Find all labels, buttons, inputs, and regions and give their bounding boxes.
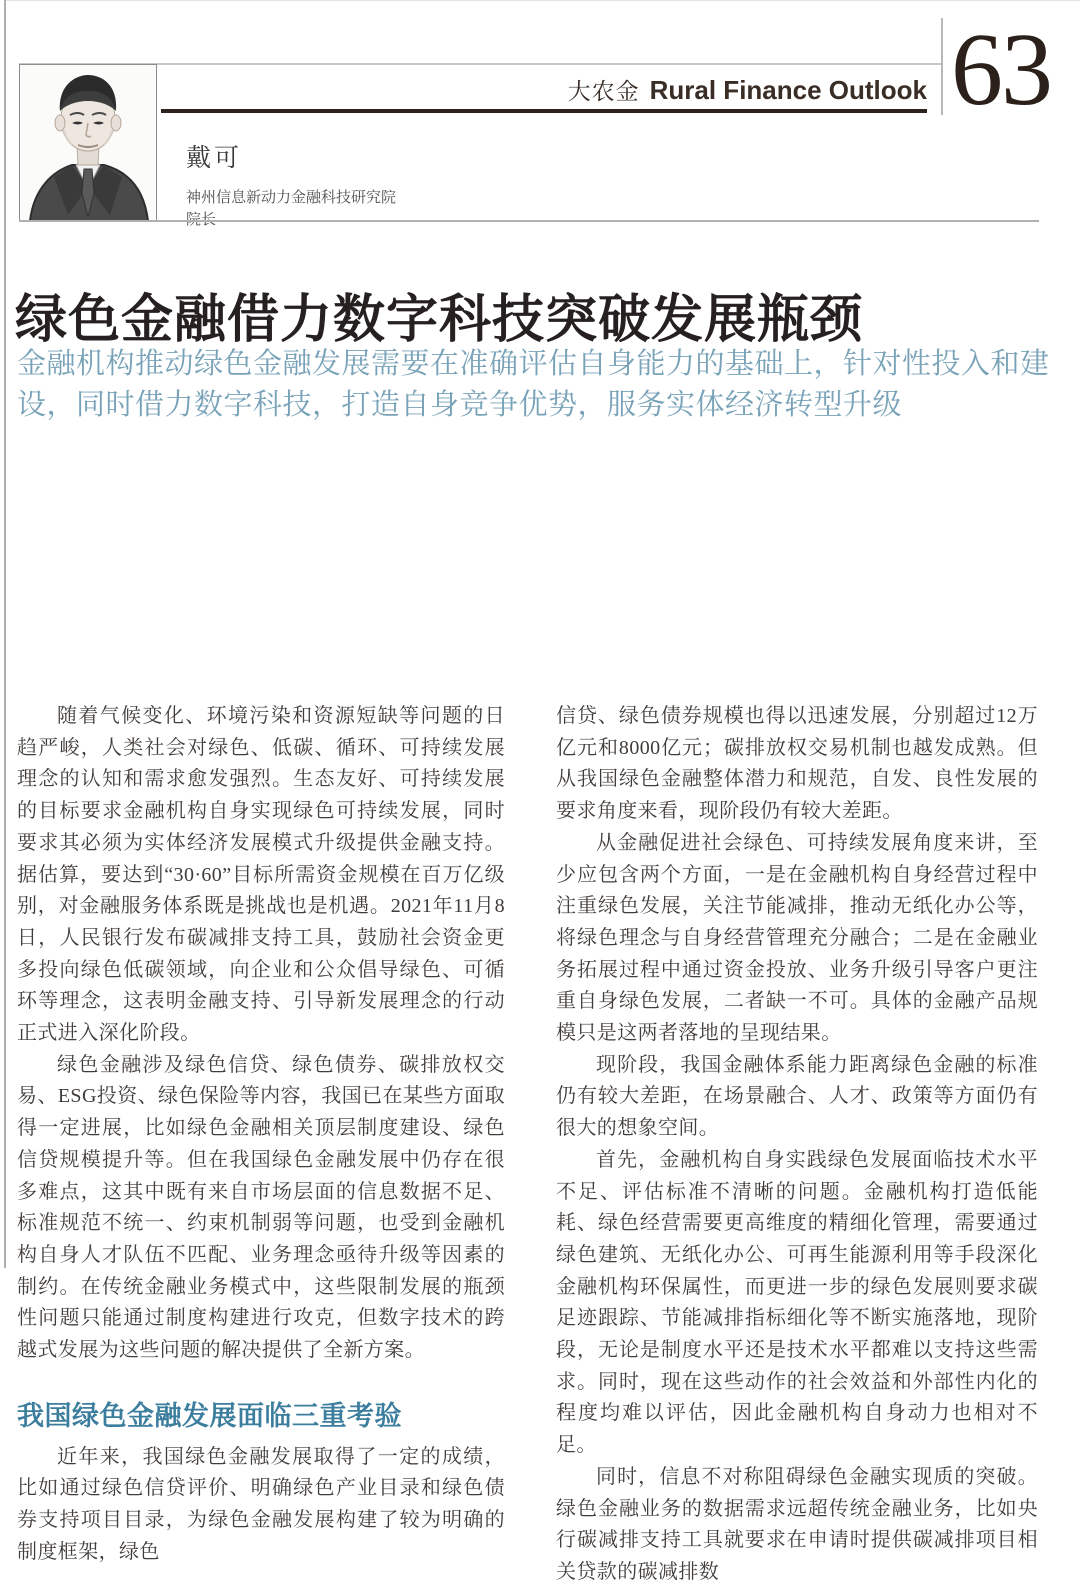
body-paragraph: 信贷、绿色债券规模也得以迅速发展，分别超过12万亿元和8000亿元；碳排放权交易机制也越发成熟。但从我国绿色金融整体潜力和规范，自发、良性发展的要求角度来看，现阶段仍有较大差距。 <box>556 705 1038 823</box>
page-left-edge <box>4 0 6 1268</box>
page-number: 63 <box>951 12 1051 127</box>
author-name: 戴可 <box>186 144 243 172</box>
header-vertical-separator <box>941 18 943 115</box>
subtitle-line: 金融机构推动绿色金融发展需要在准确评估自身能力的基础上，针对性投入和建 <box>17 348 1050 380</box>
subtitle-line: 设，同时借力数字科技，打造自身竞争优势，服务实体经济转型升级 <box>17 389 903 421</box>
right-column-paragraphs <box>556 701 1038 1589</box>
author-affiliation: 神州信息新动力金融科技研究院 <box>186 189 397 206</box>
body-paragraph: 从金融促进社会绿色、可持续发展角度来讲，至少应包含两个方面，一是在金融机构自身经营过程中注重绿色发展，关注节能减排，推动无纸化办公等，将绿色理念与自身经营管理充分融合；二是在金融业务拓展过程中通过资金投放、业务升级引导客户更注重自身绿色发展，二者缺一不可。具体的金融产品规模只是这两者落地的呈现结果。 <box>556 831 1038 1045</box>
author-photo <box>19 64 157 222</box>
header-bottom-rule <box>19 220 1039 222</box>
author-block <box>186 138 396 229</box>
left-column-paragraphs <box>17 701 505 1367</box>
journal-title <box>568 74 927 111</box>
section-heading: 我国绿色金融发展面临三重考验 <box>17 1400 402 1431</box>
body-paragraph: 近年来，我国绿色金融发展取得了一定的成绩，比如通过绿色信贷评价、明确绿色产业目录和绿色债券支持项目目录，为绿色金融发展构建了较为明确的制度框架，绿色 <box>17 1445 505 1563</box>
header-dark-rule <box>161 109 927 113</box>
left-column-paragraphs-after-heading <box>17 1442 505 1569</box>
journal-title-cn: 大农金 <box>567 78 640 104</box>
page-top-edge <box>4 0 1080 1</box>
body-paragraph: 同时，信息不对称阻碍绿色金融实现质的突破。绿色金融业务的数据需求远超传统金融业务，比如央行碳减排支持工具就要求在申请时提供碳减排项目相关贷款的碳减排数 <box>556 1465 1038 1583</box>
body-paragraph: 随着气候变化、环境污染和资源短缺等问题的日趋严峻，人类社会对绿色、低碳、循环、可持续发展理念的认知和需求愈发强烈。生态友好、可持续发展的目标要求金融机构自身实现绿色可持续发展，同时要求其必须为实体经济发展模式升级提供金融支持。据估算，要达到“30·60”目标所需资金规模在百万亿级别，对金融服务体系既是挑战也是机遇。2021年11月8日，人民银行发布碳减排支持工具，鼓励社会资金更多投向绿色低碳领域，向企业和公众倡导绿色、可循环等理念，这表明金融支持、引导新发展理念的行动正式进入深化阶段。 <box>17 705 505 1045</box>
body-paragraph: 现阶段，我国金融体系能力距离绿色金融的标准仍有较大差距，在场景融合、人才、政策等方面仍有很大的想象空间。 <box>556 1053 1038 1140</box>
body-paragraph: 首先，金融机构自身实践绿色发展面临技术水平不足、评估标准不清晰的问题。金融机构打造低能耗、绿色经营需要更高维度的精细化管理，需要通过绿色建筑、无纸化办公、可再生能源利用等手段深化金融机构环保属性，而更进一步的绿色发展则要求碳足迹跟踪、节能减排指标细化等不断实施落地，现阶段，无论是制度水平还是技术水平都难以支持这些需求。同时，现在这些动作的社会效益和外部性内化的程度均难以评估，因此金融机构自身动力也相对不足。 <box>556 1148 1038 1457</box>
author-portrait-sketch <box>20 65 156 221</box>
body-paragraph: 绿色金融涉及绿色信贷、绿色债券、碳排放权交易、ESG投资、绿色保险等内容，我国已在某些方面取得一定进展，比如绿色金融相关顶层制度建设、绿色信贷规模提升等。但在我国绿色金融发展中仍存在很多难点，这其中既有来自市场层面的信息数据不足、标准规范不统一、约束机制弱等问题，也受到金融机构自身人才队伍不匹配、业务理念亟待升级等因素的制约。在传统金融业务模式中，这些限制发展的瓶颈性问题只能通过制度构建进行攻克，但数字技术的跨越式发展为这些问题的解决提供了全新方案。 <box>17 1053 505 1362</box>
left-column <box>17 701 505 1569</box>
article-subtitle <box>17 344 1057 426</box>
article-title: 绿色金融借力数字科技突破发展瓶颈 <box>15 290 864 349</box>
right-column <box>556 701 1038 1589</box>
header-top-rule <box>19 63 943 65</box>
journal-title-en: Rural Finance Outlook <box>649 75 927 105</box>
